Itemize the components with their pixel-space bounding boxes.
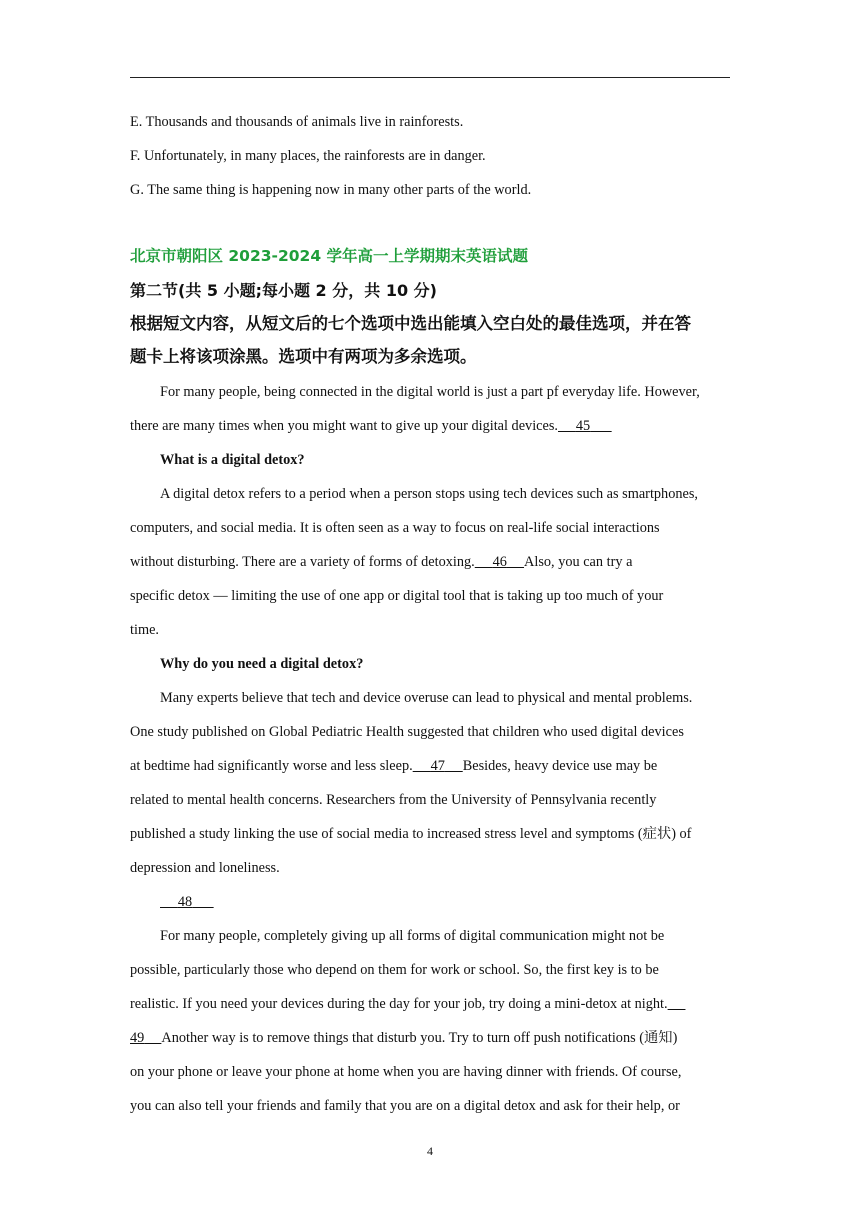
- header-rule: [130, 77, 730, 78]
- blank-45-number: 45: [575, 418, 591, 434]
- page-number: 4: [427, 1144, 433, 1158]
- blank-49-lead: [668, 996, 686, 1012]
- blank-48-number: 48: [177, 894, 193, 910]
- heading-why-detox: Why do you need a digital detox?: [160, 656, 364, 672]
- p4-line-4: [130, 1028, 677, 1048]
- blank-48: [160, 894, 214, 910]
- blank-49: [130, 1030, 161, 1046]
- option-f: F. Unfortunately, in many places, the rainforests are in danger.: [130, 148, 486, 164]
- instructions-line-2: 题卡上将该项涂黑。选项中有两项为多余选项。: [130, 347, 477, 366]
- p4-line-5: on your phone or leave your phone at home when you are having dinner with friends. Of course,: [130, 1064, 682, 1080]
- p1-line-2: [130, 416, 612, 436]
- heading-what-is-detox: What is a digital detox?: [160, 452, 305, 468]
- p2-line-5: time.: [130, 622, 159, 638]
- option-g: G. The same thing is happening now in many other parts of the world.: [130, 182, 532, 198]
- instructions-line-1: 根据短文内容，从短文后的七个选项中选出能填入空白处的最佳选项，并在答: [130, 314, 691, 333]
- p4-line-3-text: realistic. If you need your devices during the day for your job, try doing a mini-detox at night.: [130, 996, 668, 1012]
- p3-line-1: Many experts believe that tech and device overuse can lead to physical and mental problems.: [160, 690, 693, 706]
- p4-line-4-text: Another way is to remove things that disturb you. Try to turn off push notifications (通知): [161, 1030, 678, 1046]
- p2-line-3: [130, 552, 632, 572]
- blank-49-number: 49: [130, 1030, 145, 1046]
- p1-line-2-text: there are many times when you might want to give up your digital devices.: [130, 418, 559, 434]
- p3-line-3-tail: Besides, heavy device use may be: [462, 758, 658, 774]
- p2-line-2: computers, and social media. It is often seen as a way to focus on real-life social interactions: [130, 520, 660, 536]
- blank-45: [558, 418, 612, 434]
- p2-line-3-tail: Also, you can try a: [524, 554, 633, 570]
- source-title: 北京市朝阳区 2023-2024 学年高一上学期期末英语试题: [130, 247, 529, 265]
- p2-line-3-text: without disturbing. There are a variety of forms of detoxing.: [130, 554, 475, 570]
- p3-line-2: One study published on Global Pediatric Health suggested that children who used digital devices: [130, 724, 684, 740]
- blank-47: [413, 758, 463, 774]
- p3-line-5: published a study linking the use of social media to increased stress level and symptoms (症状) of: [130, 826, 692, 842]
- blank-47-number: 47: [430, 758, 445, 774]
- p4-line-6: you can also tell your friends and family that you are on a digital detox and ask for their help, or: [130, 1098, 680, 1114]
- section-title: 第二节(共 5 小题;每小题 2 分，共 10 分): [130, 281, 437, 300]
- p3-line-3-text: at bedtime had significantly worse and less sleep.: [130, 758, 413, 774]
- blank-46-number: 46: [492, 554, 507, 570]
- p3-line-4: related to mental health concerns. Researchers from the University of Pennsylvania recently: [130, 792, 657, 808]
- p4-line-2: possible, particularly those who depend on them for work or school. So, the first key is to be: [130, 962, 659, 978]
- p1-line-1: For many people, being connected in the digital world is just a part pf everyday life. However,: [160, 384, 700, 400]
- p3-line-6: depression and loneliness.: [130, 860, 280, 876]
- p2-line-4: specific detox — limiting the use of one app or digital tool that is taking up too much of your: [130, 588, 664, 604]
- p4-line-3: [130, 994, 685, 1014]
- option-e: E. Thousands and thousands of animals live in rainforests.: [130, 114, 464, 130]
- blank-46: [475, 554, 524, 570]
- p3-line-3: [130, 756, 657, 776]
- p2-line-1: A digital detox refers to a period when a person stops using tech devices such as smartphones,: [160, 486, 698, 502]
- p4-line-1: For many people, completely giving up all forms of digital communication might not be: [160, 928, 665, 944]
- blank-48-line: [160, 892, 214, 912]
